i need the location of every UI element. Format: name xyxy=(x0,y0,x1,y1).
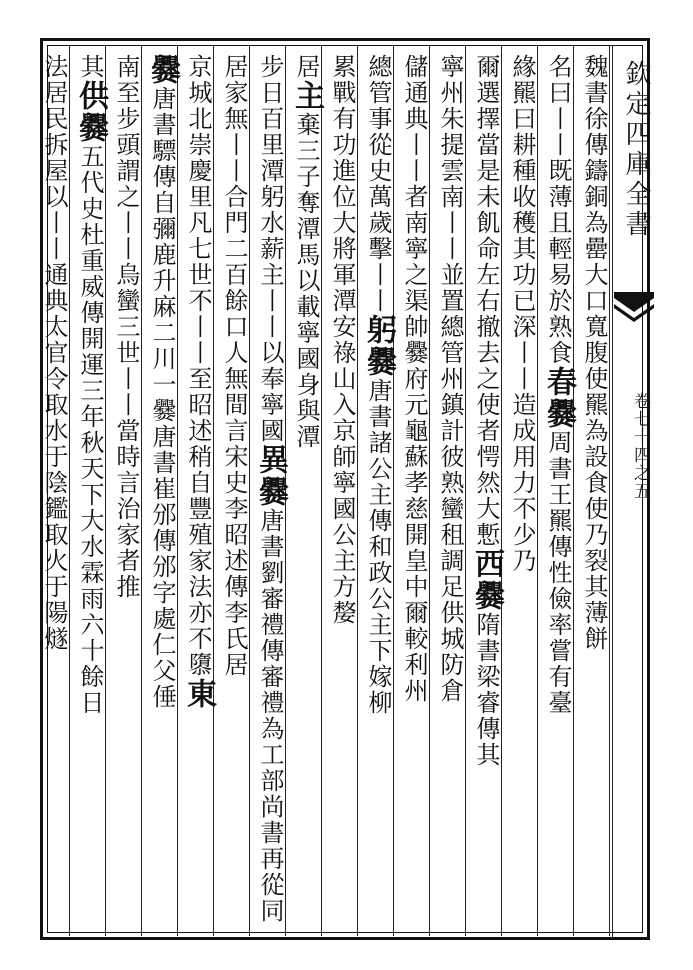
column-text xyxy=(72,54,108,716)
text-column xyxy=(430,46,466,936)
heading-term: 供爨 xyxy=(73,80,108,144)
heading-term: 西爨 xyxy=(469,548,504,612)
column-text xyxy=(288,54,324,450)
column-text xyxy=(504,54,540,574)
heading-term: 春爨 xyxy=(541,366,576,430)
text-column xyxy=(34,46,70,936)
column-text xyxy=(216,54,252,678)
heading-term: 東 xyxy=(181,678,216,710)
column-text xyxy=(144,54,180,710)
text-column xyxy=(70,46,106,936)
body-text: 周書王羆傳性儉率嘗有臺 xyxy=(544,430,572,716)
body-text: 棄三子奪潭馬以載寧國身與潭 xyxy=(292,112,320,450)
text-column xyxy=(286,46,322,936)
column-text xyxy=(360,54,396,716)
text-column xyxy=(574,46,610,936)
body-text: 居 xyxy=(292,54,320,80)
text-column xyxy=(214,46,250,936)
body-text: 名曰丨丨既薄且輕易於熟食 xyxy=(544,54,572,366)
chapter-label: 卷七十四之五 xyxy=(630,392,650,500)
body-text: 儲通典丨丨者南寧之渠帥爨府元龜蘇孝慈開皇中爾較利州 xyxy=(400,54,428,704)
body-text: 累戰有功進位大將軍 xyxy=(328,54,356,288)
column-text xyxy=(252,54,288,924)
body-text: 唐書劉審禮傳審禮為工部尚書再從同 xyxy=(256,508,284,924)
body-text: 五代史杜重威傳開運三年秋天下大水霖雨六十餘日 xyxy=(76,144,104,716)
column-text xyxy=(180,54,216,710)
column-text xyxy=(108,54,144,600)
column-text xyxy=(540,54,576,716)
text-column xyxy=(142,46,178,936)
text-column xyxy=(106,46,142,936)
body-text: 潭安祿山入京師寧國公主方嫠 xyxy=(328,288,356,626)
text-column xyxy=(466,46,502,936)
body-text: 南至步頭謂之丨丨烏蠻 xyxy=(112,54,140,314)
text-column xyxy=(394,46,430,936)
heading-term: 爨 xyxy=(145,54,180,86)
body-text: 爾選擇當是未飢命左右撤去之使者愕然大慙 xyxy=(472,54,500,548)
body-text: 唐書諸公主傳和政公主下嫁柳 xyxy=(364,378,392,716)
body-text: 緣羆曰耕種收穫其功已深丨丨造成用力不少乃 xyxy=(508,54,536,574)
body-text: 魏書徐傳鑄銅為罍大口寬腹 xyxy=(580,54,608,366)
body-text: 居家無丨丨合門二百餘口人無間言宋史李昭述傳李氏居 xyxy=(220,54,248,678)
column-text xyxy=(36,54,72,652)
body-text: 三世丨丨當時言治家者推 xyxy=(112,314,140,600)
column-text xyxy=(396,54,432,704)
text-column xyxy=(178,46,214,936)
column-text xyxy=(468,54,504,768)
body-text: 總管事從史萬歲擊丨丨 xyxy=(364,54,392,314)
fish-tail-mark xyxy=(614,292,654,326)
text-column xyxy=(322,46,358,936)
heading-term: 躬爨 xyxy=(361,314,396,378)
text-column xyxy=(250,46,286,936)
body-text: 法 xyxy=(40,54,68,80)
column-text xyxy=(432,54,468,704)
body-text: 使羆為設食使乃裂其薄餅 xyxy=(580,366,608,652)
body-text: 步日百里潭躬水薪主丨丨以奉寧國 xyxy=(256,54,284,444)
book-title: 欽定四庫全書 xyxy=(621,60,651,240)
body-text: 隋書梁睿傳其 xyxy=(472,612,500,768)
body-text: 居民拆屋以丨丨通典太官令取水于陰鑑取火于陽燧 xyxy=(40,80,68,652)
heading-term: 主 xyxy=(289,80,324,112)
text-column xyxy=(358,46,394,936)
body-text: 唐書驃傳自彌鹿升麻二川一爨唐書崔邠傳邠字處仁父倕 xyxy=(148,86,176,710)
text-column xyxy=(538,46,574,936)
body-text: 其 xyxy=(76,54,104,80)
heading-term: 異爨 xyxy=(253,444,288,508)
column-text xyxy=(576,54,612,652)
text-column xyxy=(502,46,538,936)
body-text: 京城北崇慶里凡七世不丨丨至昭述稍自豐殖家法亦不隳 xyxy=(184,54,212,678)
body-text: 寧州朱提雲南丨丨並置總管州鎮計彼熟蠻租調足供城防倉 xyxy=(436,54,464,704)
column-text xyxy=(324,54,360,626)
